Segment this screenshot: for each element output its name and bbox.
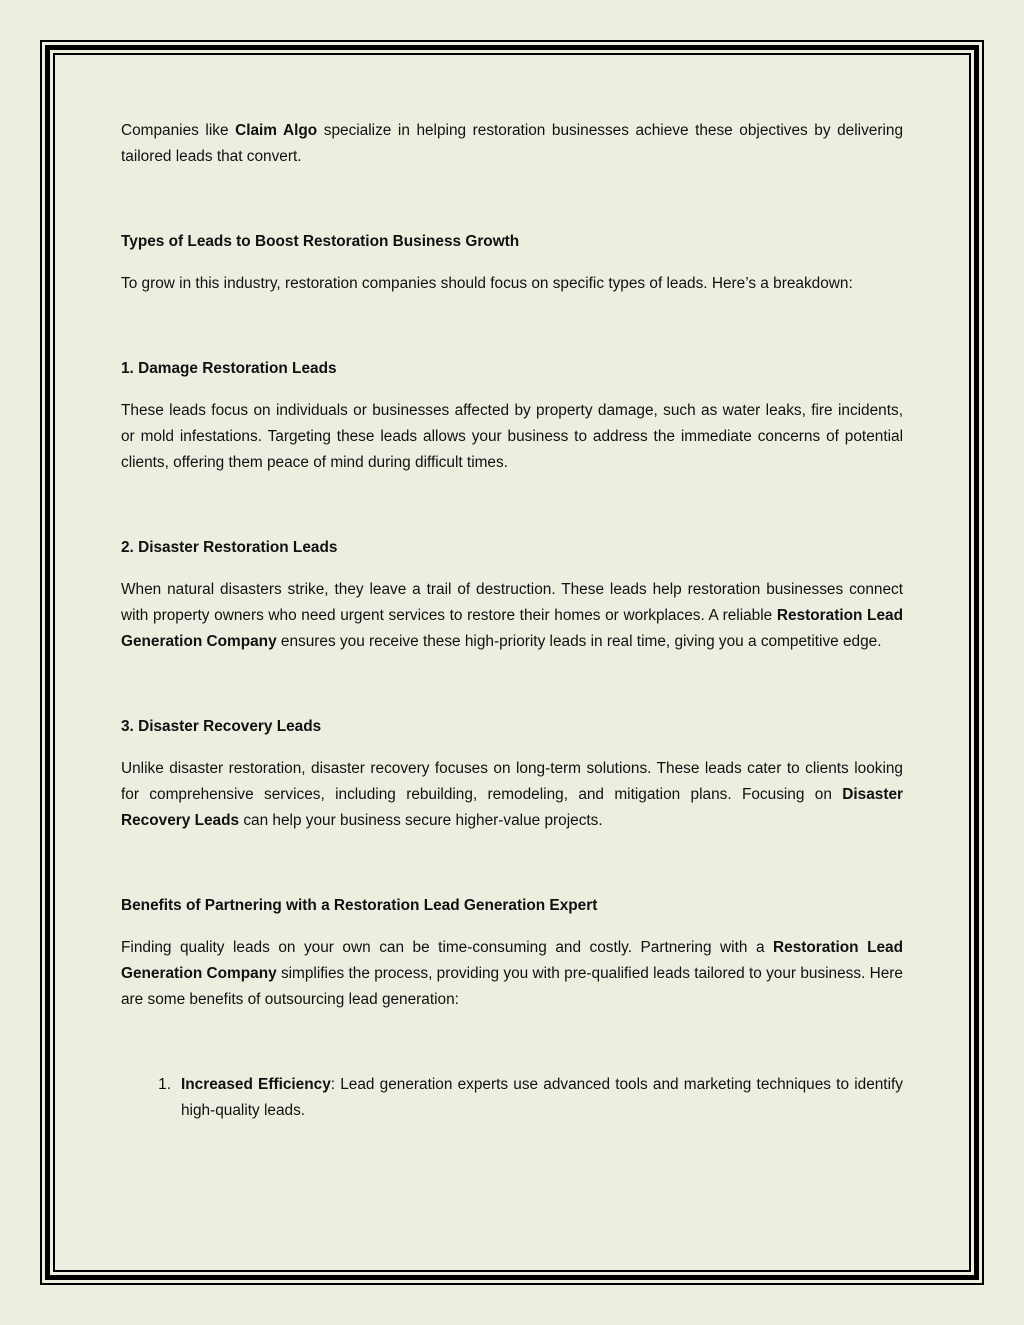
types-intro-paragraph: To grow in this industry, restoration companies should focus on specific types of leads. Here’s a breakdown: <box>121 275 853 292</box>
benefits-heading: Benefits of Partnering with a Restoration Lead Generation Expert <box>121 897 598 914</box>
disaster-recovery-paragraph <box>121 756 903 834</box>
list-item-text <box>181 1072 903 1124</box>
disaster-restoration-text: When natural disasters strike, they leave a trail of destruction. These leads help restoration businesses connect with property owners who need urgent services to restore their homes or workplaces. A reliable <box>121 581 903 624</box>
disaster-recovery-text-end: can help your business secure higher-value projects. <box>239 812 603 829</box>
disaster-restoration-heading: 2. Disaster Restoration Leads <box>121 539 338 556</box>
benefits-text-end: simplifies the process, providing you with pre-qualified leads tailored to your business. Here are some benefits of outsourcing lead generation: <box>121 965 903 1008</box>
disaster-recovery-bold: Disaster Recovery Leads <box>121 786 903 829</box>
damage-paragraph: These leads focus on individuals or businesses affected by property damage, such as water leaks, fire incidents, or mold infestations. Targeting these leads allows your business to address the immediate concerns of potential clients, offering them peace of mind during difficult times. <box>121 402 903 471</box>
document-body <box>121 118 903 1124</box>
disaster-restoration-bold: Restoration Lead Generation Company <box>121 607 903 650</box>
disaster-restoration-text-end: ensures you receive these high-priority leads in real time, giving you a competitive edge. <box>276 633 882 650</box>
disaster-restoration-paragraph <box>121 577 903 655</box>
benefits-text: Finding quality leads on your own can be time-consuming and costly. Partnering with a <box>121 939 774 956</box>
list-item-bold: Increased Efficiency <box>181 1076 331 1093</box>
intro-company-name: Claim Algo <box>235 122 318 139</box>
benefits-paragraph <box>121 935 903 1013</box>
types-heading: Types of Leads to Boost Restoration Business Growth <box>121 233 520 250</box>
intro-text-end: specialize in helping restoration businesses achieve these objectives by delivering tailored leads that convert. <box>121 122 903 165</box>
intro-text: Companies like <box>121 122 236 139</box>
list-item-number: 1. <box>158 1076 171 1093</box>
list-item-body: : Lead generation experts use advanced tools and marketing techniques to identify high-quality leads. <box>181 1076 903 1119</box>
disaster-recovery-text: Unlike disaster restoration, disaster recovery focuses on long-term solutions. These leads cater to clients looking for comprehensive services, including rebuilding, remodeling, and mitigation plans. Focusing on <box>121 760 903 803</box>
intro-paragraph <box>121 118 903 170</box>
list-item <box>121 1072 903 1124</box>
damage-heading: 1. Damage Restoration Leads <box>121 360 337 377</box>
benefits-bold: Restoration Lead Generation Company <box>121 939 903 982</box>
disaster-recovery-heading: 3. Disaster Recovery Leads <box>121 718 322 735</box>
